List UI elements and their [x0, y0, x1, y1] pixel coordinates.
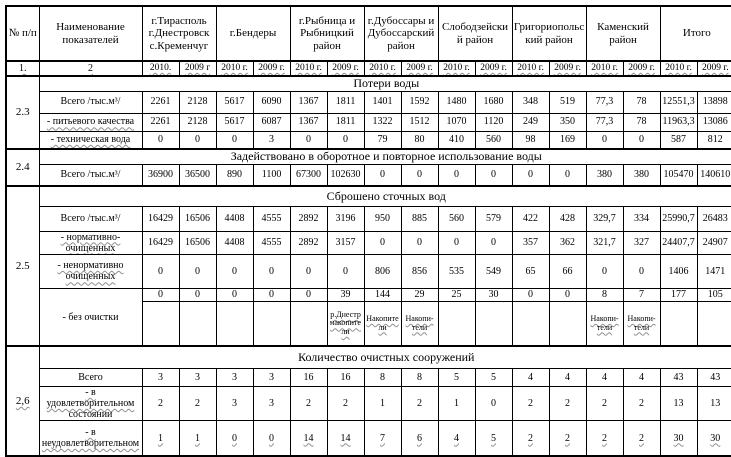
value-cell: 535	[438, 254, 475, 288]
value-cell: 0	[586, 254, 623, 288]
corner-name-header: Наименование показателей	[39, 6, 142, 61]
value-cell: 144	[364, 288, 401, 301]
value-cell: 885	[401, 206, 438, 231]
value-cell: 105470	[660, 164, 697, 186]
value-cell: 0	[253, 288, 290, 301]
value-cell: 422	[512, 206, 549, 231]
value-cell: 13	[697, 386, 731, 421]
value-cell: 0	[142, 131, 179, 149]
value-cell: 0	[438, 231, 475, 254]
value-cell: 1401	[364, 91, 401, 113]
value-cell: 587	[660, 131, 697, 149]
value-cell: 428	[549, 206, 586, 231]
value-cell: 16429	[142, 231, 179, 254]
value-cell: 4	[586, 368, 623, 386]
value-cell: Накопи-тели	[586, 301, 623, 346]
value-cell: 1592	[401, 91, 438, 113]
value-cell: 65	[512, 254, 549, 288]
value-cell: 77,3	[586, 113, 623, 131]
value-cell: 43	[660, 368, 697, 386]
value-cell: 5	[475, 421, 512, 456]
value-cell: 2	[512, 421, 549, 456]
value-cell: 4555	[253, 206, 290, 231]
value-cell: 357	[512, 231, 549, 254]
value-cell: 1070	[438, 113, 475, 131]
value-cell: Накопи-тели	[401, 301, 438, 346]
value-cell: 43	[697, 368, 731, 386]
value-cell: 39	[327, 288, 364, 301]
year-header: 2009 г.	[549, 61, 586, 76]
section-title: Задействовано в оборотное и повторное использование воды	[39, 149, 731, 164]
value-cell: 11963,3	[660, 113, 697, 131]
column-number: 2	[39, 61, 142, 76]
value-cell: 2	[327, 386, 364, 421]
value-cell: 0	[216, 421, 253, 456]
value-cell: 25990,7	[660, 206, 697, 231]
value-cell: 519	[549, 91, 586, 113]
value-cell: 0	[364, 231, 401, 254]
value-cell: 79	[364, 131, 401, 149]
value-cell: 25	[438, 288, 475, 301]
value-cell: 0	[216, 254, 253, 288]
section-number: 2.3	[6, 76, 39, 149]
value-cell: 0	[401, 231, 438, 254]
value-cell: 0	[290, 288, 327, 301]
value-cell: 80	[401, 131, 438, 149]
value-cell	[216, 301, 253, 346]
value-cell: 1471	[697, 254, 731, 288]
value-cell: 3	[142, 368, 179, 386]
row-label: - в неудовлетворительном	[39, 421, 142, 456]
value-cell: 16	[290, 368, 327, 386]
value-cell: 0	[586, 131, 623, 149]
value-cell: 321,7	[586, 231, 623, 254]
value-cell: 6	[401, 421, 438, 456]
value-cell: 36500	[179, 164, 216, 186]
value-cell: 30	[475, 288, 512, 301]
value-cell: 0	[623, 254, 660, 288]
value-cell: 0	[290, 131, 327, 149]
value-cell	[660, 301, 697, 346]
value-cell: 0	[216, 131, 253, 149]
year-header: 2010 г.	[290, 61, 327, 76]
value-cell: 78	[623, 91, 660, 113]
value-cell: 2	[179, 386, 216, 421]
value-cell: 0	[179, 254, 216, 288]
value-cell: 1120	[475, 113, 512, 131]
row-label: Всего /тыс.м³/	[39, 91, 142, 113]
value-cell: 350	[549, 113, 586, 131]
value-cell: 4408	[216, 231, 253, 254]
value-cell: 14	[327, 421, 364, 456]
value-cell: 4408	[216, 206, 253, 231]
value-cell: 16	[327, 368, 364, 386]
value-cell: 1	[179, 421, 216, 456]
value-cell: 8	[586, 288, 623, 301]
year-header: 2009 г.	[623, 61, 660, 76]
value-cell	[253, 301, 290, 346]
value-cell: 13	[660, 386, 697, 421]
value-cell: 380	[586, 164, 623, 186]
row-label: - нормативно-очищенных	[39, 231, 142, 254]
value-cell: 2	[290, 386, 327, 421]
value-cell: 5617	[216, 113, 253, 131]
row-label: - в удовлетворительном состоянии	[39, 386, 142, 421]
value-cell: 2	[549, 386, 586, 421]
value-cell: 4555	[253, 231, 290, 254]
value-cell: 2	[586, 386, 623, 421]
value-cell: 812	[697, 131, 731, 149]
value-cell: 334	[623, 206, 660, 231]
value-cell: 67300	[290, 164, 327, 186]
value-cell: 3	[216, 368, 253, 386]
value-cell: 4	[549, 368, 586, 386]
district-group-header: Итого	[660, 6, 731, 61]
value-cell: 16506	[179, 206, 216, 231]
value-cell: 1	[142, 421, 179, 456]
value-cell	[475, 301, 512, 346]
district-group-header: г.Бендеры	[216, 6, 290, 61]
value-cell: 3	[179, 368, 216, 386]
value-cell: 579	[475, 206, 512, 231]
value-cell: 2892	[290, 206, 327, 231]
value-cell: 8	[364, 368, 401, 386]
value-cell: 249	[512, 113, 549, 131]
value-cell: 3	[216, 386, 253, 421]
value-cell: 2892	[290, 231, 327, 254]
value-cell: 7	[364, 421, 401, 456]
value-cell: 4	[623, 368, 660, 386]
value-cell: 12551,3	[660, 91, 697, 113]
value-cell: 0	[327, 131, 364, 149]
value-cell: 24907	[697, 231, 731, 254]
value-cell: 24407,7	[660, 231, 697, 254]
value-cell: 0	[512, 164, 549, 186]
year-header: 2009 г.	[697, 61, 731, 76]
value-cell: 0	[438, 164, 475, 186]
value-cell: 0	[327, 254, 364, 288]
value-cell: 66	[549, 254, 586, 288]
year-header: 2010 г.	[364, 61, 401, 76]
value-cell: 3157	[327, 231, 364, 254]
value-cell: 1512	[401, 113, 438, 131]
value-cell	[179, 301, 216, 346]
value-cell	[697, 301, 731, 346]
value-cell: 329,7	[586, 206, 623, 231]
value-cell: 0	[512, 288, 549, 301]
value-cell: 0	[179, 288, 216, 301]
value-cell: 78	[623, 113, 660, 131]
value-cell: 0	[364, 164, 401, 186]
value-cell: 549	[475, 254, 512, 288]
value-cell: Накопители	[364, 301, 401, 346]
value-cell: 36900	[142, 164, 179, 186]
value-cell: 30	[660, 421, 697, 456]
value-cell: 0	[475, 386, 512, 421]
value-cell: 140610	[697, 164, 731, 186]
year-header: 2009 г.	[253, 61, 290, 76]
value-cell: 0	[549, 164, 586, 186]
value-cell: 26483	[697, 206, 731, 231]
value-cell: 13898	[697, 91, 731, 113]
value-cell: 0	[290, 254, 327, 288]
section-number: 2,6	[6, 346, 39, 456]
value-cell: 348	[512, 91, 549, 113]
value-cell: 2261	[142, 91, 179, 113]
value-cell: 77,3	[586, 91, 623, 113]
value-cell: 1100	[253, 164, 290, 186]
value-cell: 16506	[179, 231, 216, 254]
section-number: 2.5	[6, 186, 39, 346]
value-cell: 410	[438, 131, 475, 149]
value-cell	[438, 301, 475, 346]
district-group-header: Слободзейский район	[438, 6, 512, 61]
value-cell: 4	[438, 421, 475, 456]
value-cell	[549, 301, 586, 346]
value-cell: 16429	[142, 206, 179, 231]
value-cell: 2	[512, 386, 549, 421]
section-title: Сброшено сточных вод	[39, 186, 731, 206]
year-header: 2010.	[142, 61, 179, 76]
value-cell: 950	[364, 206, 401, 231]
value-cell: 14	[290, 421, 327, 456]
value-cell: 0	[401, 164, 438, 186]
year-header: 2009 г.	[327, 61, 364, 76]
value-cell: 0	[179, 131, 216, 149]
row-label: - питьевого качества	[39, 113, 142, 131]
value-cell: 0	[549, 288, 586, 301]
year-header: 2010 г.	[586, 61, 623, 76]
value-cell: 5	[438, 368, 475, 386]
value-cell	[142, 301, 179, 346]
section-title: Потери воды	[39, 76, 731, 91]
value-cell: 1	[438, 386, 475, 421]
corner-number-header: № п/п	[6, 6, 39, 61]
value-cell: 2	[586, 421, 623, 456]
value-cell: 806	[364, 254, 401, 288]
value-cell: 560	[438, 206, 475, 231]
value-cell: 380	[623, 164, 660, 186]
value-cell: 2	[623, 421, 660, 456]
value-cell: 2128	[179, 113, 216, 131]
year-header: 2010 г.	[438, 61, 475, 76]
value-cell: 1367	[290, 91, 327, 113]
year-header: 2010 г.	[512, 61, 549, 76]
district-group-header: Каменский район	[586, 6, 660, 61]
value-cell: 1406	[660, 254, 697, 288]
value-cell: 2	[623, 386, 660, 421]
value-cell: 1480	[438, 91, 475, 113]
value-cell: 0	[475, 164, 512, 186]
value-cell: 13086	[697, 113, 731, 131]
value-cell: 856	[401, 254, 438, 288]
row-label: - без очистки	[39, 288, 142, 346]
section-title: Количество очистных сооружений	[39, 346, 731, 368]
value-cell: 1811	[327, 113, 364, 131]
row-label: Всего	[39, 368, 142, 386]
value-cell: 0	[142, 254, 179, 288]
district-group-header: г.Рыбница и Рыбницкий район	[290, 6, 364, 61]
value-cell: 6087	[253, 113, 290, 131]
value-cell: 5	[475, 368, 512, 386]
value-cell: Накопи-тели	[623, 301, 660, 346]
value-cell: 1322	[364, 113, 401, 131]
row-label: - ненормативно очищенных	[39, 254, 142, 288]
value-cell: 1	[364, 386, 401, 421]
year-header: 2009 г.	[475, 61, 512, 76]
value-cell: 0	[253, 421, 290, 456]
value-cell: 327	[623, 231, 660, 254]
value-cell: р.Днестр накопители	[327, 301, 364, 346]
year-header: 2010 г.	[216, 61, 253, 76]
value-cell: 30	[697, 421, 731, 456]
value-cell: 890	[216, 164, 253, 186]
value-cell: 0	[475, 231, 512, 254]
value-cell	[512, 301, 549, 346]
year-header: 2009 г	[179, 61, 216, 76]
row-label: - техническая вода	[39, 131, 142, 149]
value-cell: 2261	[142, 113, 179, 131]
value-cell: 0	[216, 288, 253, 301]
value-cell: 29	[401, 288, 438, 301]
value-cell: 2	[549, 421, 586, 456]
value-cell: 2128	[179, 91, 216, 113]
value-cell: 3	[253, 368, 290, 386]
row-label: Всего /тыс.м³/	[39, 206, 142, 231]
value-cell: 177	[660, 288, 697, 301]
value-cell: 560	[475, 131, 512, 149]
value-cell: 0	[253, 254, 290, 288]
value-cell: 0	[623, 131, 660, 149]
value-cell: 0	[142, 288, 179, 301]
district-group-header: г.Тирасполь г.Днестровск с.Кременчуг	[142, 6, 216, 61]
value-cell: 2	[401, 386, 438, 421]
value-cell: 169	[549, 131, 586, 149]
section-number: 2.4	[6, 149, 39, 186]
value-cell: 3	[253, 131, 290, 149]
value-cell: 6090	[253, 91, 290, 113]
value-cell	[290, 301, 327, 346]
value-cell: 3196	[327, 206, 364, 231]
value-cell: 1680	[475, 91, 512, 113]
value-cell: 105	[697, 288, 731, 301]
column-number: 1.	[6, 61, 39, 76]
value-cell: 102630	[327, 164, 364, 186]
value-cell: 4	[512, 368, 549, 386]
year-header: 2009 г.	[401, 61, 438, 76]
value-cell: 5617	[216, 91, 253, 113]
year-header: 2010 г.	[660, 61, 697, 76]
district-group-header: Григориопольский район	[512, 6, 586, 61]
value-cell: 362	[549, 231, 586, 254]
value-cell: 98	[512, 131, 549, 149]
value-cell: 1811	[327, 91, 364, 113]
district-group-header: г.Дубоссары и Дубоссарский район	[364, 6, 438, 61]
water-statistics-table	[5, 5, 731, 457]
value-cell: 2	[142, 386, 179, 421]
row-label: Всего /тыс.м³/	[39, 164, 142, 186]
value-cell: 7	[623, 288, 660, 301]
value-cell: 8	[401, 368, 438, 386]
value-cell: 3	[253, 386, 290, 421]
value-cell: 1367	[290, 113, 327, 131]
